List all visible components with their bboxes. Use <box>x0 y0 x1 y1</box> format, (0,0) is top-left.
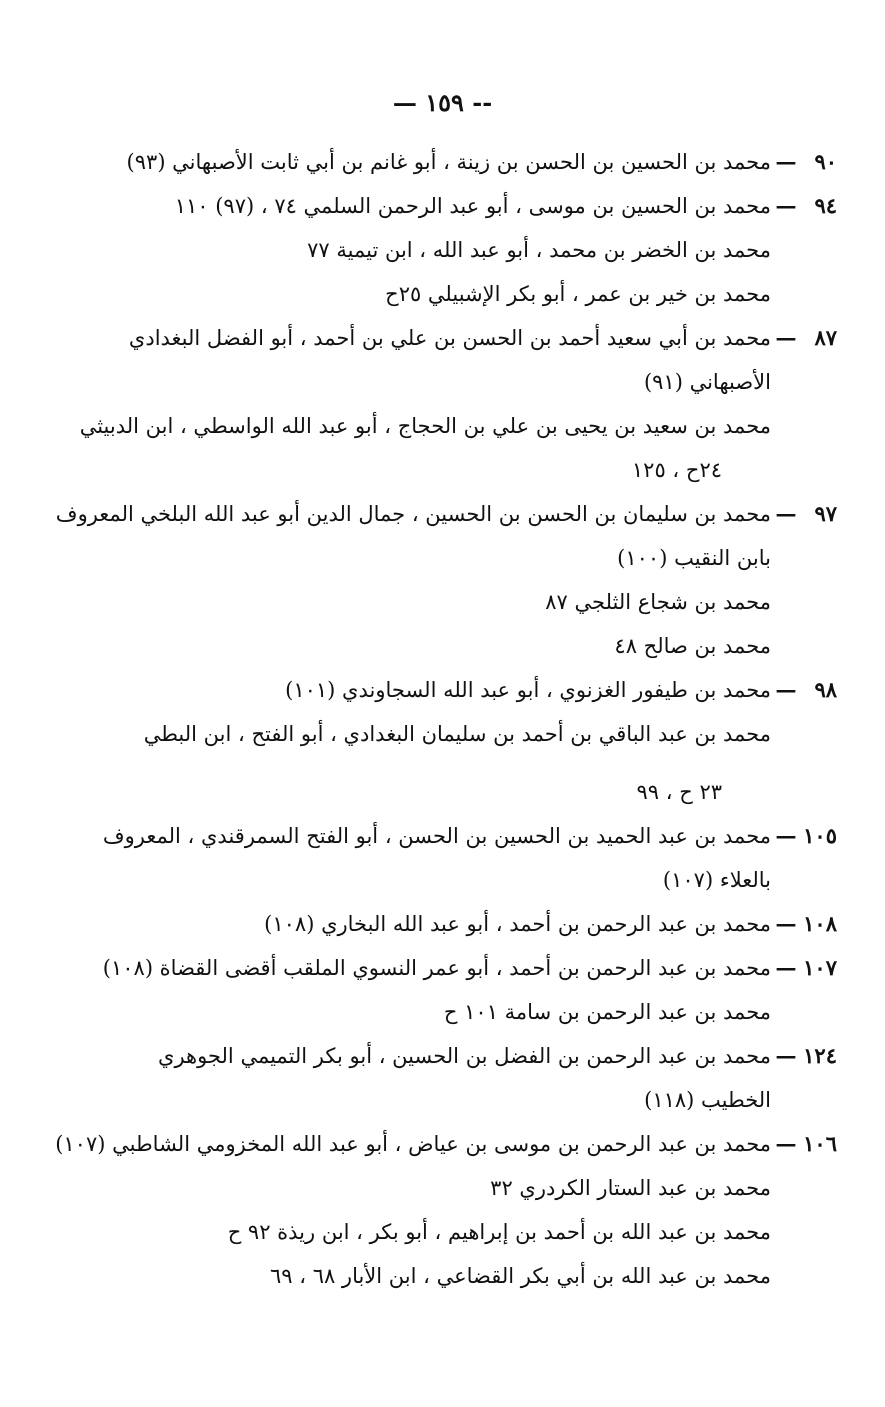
entry-text: محمد بن عبد الرحمن بن أحمد ، أبو عمر النسوي الملقب أقضى القضاة (١٠٨) <box>102 956 771 980</box>
entry-continuation <box>37 770 837 814</box>
entry-text: محمد بن عبد الله بن أبي بكر القضاعي ، ابن الأبار ٦٨ ، ٦٩ <box>269 1264 771 1288</box>
index-entry <box>37 492 837 536</box>
entry-text: محمد بن عبد الرحمن بن موسى بن عياض ، أبو عبد الله المخزومي الشاطبي (١٠٧) <box>55 1132 771 1156</box>
entry-number: ٩٠ <box>814 149 837 174</box>
entry-number: ١٠٨ <box>803 911 837 936</box>
index-entry <box>37 184 837 228</box>
entry-text: محمد بن الحسين بن موسى ، أبو عبد الرحمن السلمي ٧٤ ، (٩٧) ١١٠ <box>174 194 771 218</box>
entry-dash: — <box>775 325 797 350</box>
index-subentry <box>37 580 837 624</box>
index-subentry <box>37 404 837 448</box>
entry-number: ٩٤ <box>814 193 837 218</box>
entry-dash: — <box>775 501 797 526</box>
entry-number: ٩٧ <box>814 501 837 526</box>
entry-text: محمد بن عبد الرحمن بن أحمد ، أبو عبد الله البخاري (١٠٨) <box>264 912 771 936</box>
index-subentry <box>37 272 837 316</box>
entry-continuation <box>37 1078 837 1122</box>
index-entry <box>37 140 837 184</box>
entry-text: محمد بن عبد الحميد بن الحسين بن الحسن ، أبو الفتح السمرقندي ، المعروف <box>102 824 771 848</box>
entry-number: ١٠٦ <box>803 1131 837 1156</box>
entry-continuation <box>37 360 837 404</box>
entry-dash: — <box>775 193 797 218</box>
entry-text: محمد بن خير بن عمر ، أبو بكر الإشبيلي ٢٥ح <box>385 282 771 306</box>
entry-number: ١٢٤ <box>803 1043 837 1068</box>
index-subentry <box>37 624 837 668</box>
entry-continuation <box>37 858 837 902</box>
index-entries <box>37 140 837 1298</box>
page-number: — ١٥٩ -- <box>392 88 493 117</box>
entry-dash: — <box>775 1131 797 1156</box>
index-subentry <box>37 1254 837 1298</box>
index-entry <box>37 316 837 360</box>
entry-continuation <box>37 448 837 492</box>
entry-number: ١٠٧ <box>803 955 837 980</box>
entry-text: محمد بن سعيد بن يحيى بن علي بن الحجاج ، أبو عبد الله الواسطي ، ابن الدبيثي <box>79 414 771 438</box>
index-entry <box>37 1122 837 1166</box>
index-subentry <box>37 990 837 1034</box>
entry-text: الخطيب (١١٨) <box>644 1088 771 1112</box>
index-entry <box>37 668 837 712</box>
entry-text: محمد بن سليمان بن الحسن بن الحسين ، جمال الدين أبو عبد الله البلخي المعروف <box>55 502 771 526</box>
entry-continuation <box>37 536 837 580</box>
entry-text: محمد بن عبد الستار الكردري ٣٢ <box>490 1176 771 1200</box>
line-spacer <box>37 756 837 770</box>
entry-text: ٢٣ ح ، ٩٩ <box>636 780 722 804</box>
entry-dash: — <box>775 149 797 174</box>
entry-number: ٨٧ <box>814 325 837 350</box>
index-subentry <box>37 1166 837 1210</box>
entry-text: الأصبهاني (٩١) <box>643 370 771 394</box>
entry-dash: — <box>775 911 797 936</box>
entry-text: محمد بن شجاع الثلجي ٨٧ <box>545 590 771 614</box>
entry-text: محمد بن عبد الرحمن بن سامة ١٠١ ح <box>443 1000 771 1024</box>
entry-text: محمد بن صالح ٤٨ <box>614 634 771 658</box>
entry-text: محمد بن عبد الرحمن بن الفضل بن الحسين ، أبو بكر التميمي الجوهري <box>158 1044 771 1068</box>
entry-text: محمد بن عبد الباقي بن أحمد بن سليمان البغدادي ، أبو الفتح ، ابن البطي <box>143 722 771 746</box>
entry-dash: — <box>775 955 797 980</box>
entry-dash: — <box>775 677 797 702</box>
entry-dash: — <box>775 823 797 848</box>
entry-text: محمد بن الخضر بن محمد ، أبو عبد الله ، ابن تيمية ٧٧ <box>307 238 771 262</box>
entry-number: ٩٨ <box>814 677 837 702</box>
entry-text: محمد بن طيفور الغزنوي ، أبو عبد الله السجاوندي (١٠١) <box>285 678 771 702</box>
index-entry <box>37 1034 837 1078</box>
entry-text: بابن النقيب (١٠٠) <box>617 546 771 570</box>
entry-text: محمد بن أبي سعيد أحمد بن الحسن بن علي بن أحمد ، أبو الفضل البغدادي <box>128 326 771 350</box>
index-subentry <box>37 228 837 272</box>
entry-text: محمد بن عبد الله بن أحمد بن إبراهيم ، أبو بكر ، ابن ريذة ٩٢ ح <box>227 1220 771 1244</box>
entry-number: ١٠٥ <box>803 823 837 848</box>
entry-text: بالعلاء (١٠٧) <box>662 868 771 892</box>
entry-text: محمد بن الحسين بن الحسن بن زينة ، أبو غانم بن أبي ثابت الأصبهاني (٩٣) <box>126 150 771 174</box>
entry-dash: — <box>775 1043 797 1068</box>
index-subentry <box>37 712 837 756</box>
index-entry <box>37 946 837 990</box>
index-subentry <box>37 1210 837 1254</box>
index-entry <box>37 814 837 858</box>
index-entry <box>37 902 837 946</box>
entry-text: ٢٤ح ، ١٢٥ <box>631 458 722 482</box>
